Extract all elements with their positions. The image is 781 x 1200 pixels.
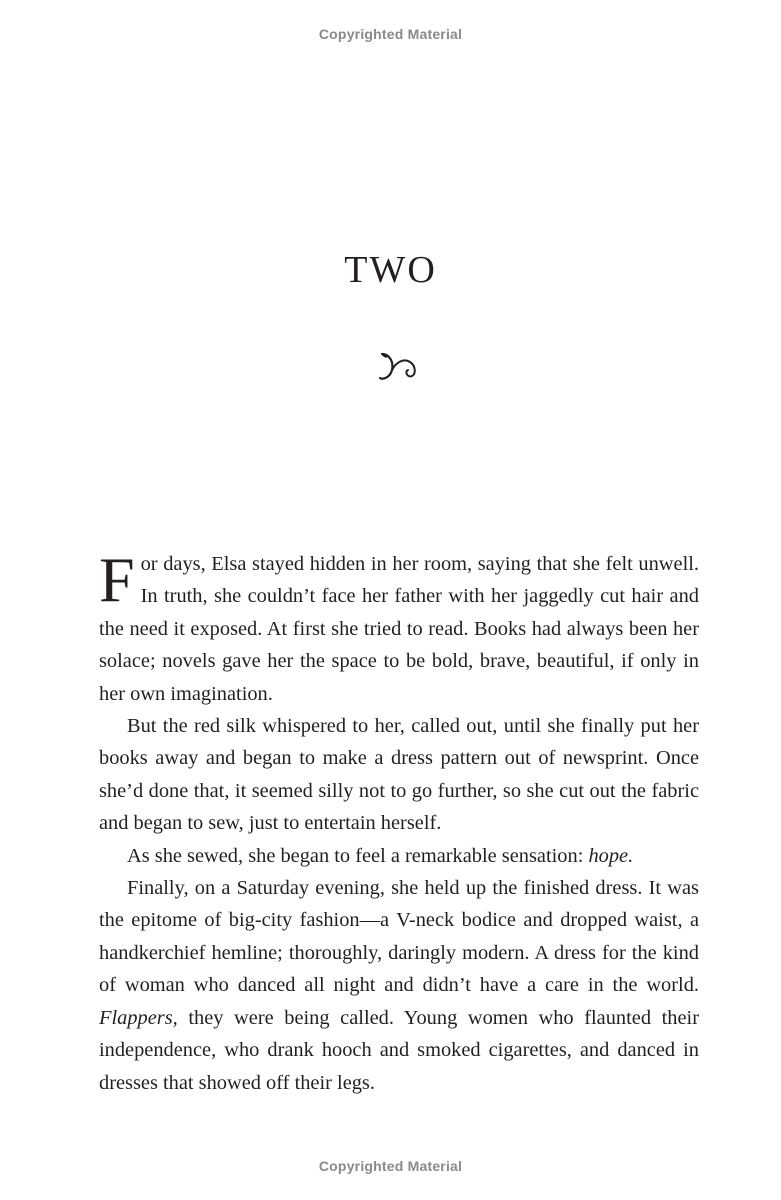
paragraph-4-tail: they were being called. Young women who flaunted their independence, who drank hooch and smoked cigarettes, and danced in dresses that showed off their legs. [99,1006,699,1094]
paragraph-1 [99,544,699,710]
chapter-title: TWO [344,249,437,291]
paragraph-4-italic: Flappers, [99,1006,178,1029]
paragraph-4-text: Finally, on a Saturday evening, she held up the finished dress. It was the epitome of big-city fashion—a V-neck bodice and dropped waist, a handkerchief hemline; thoroughly, daringly modern. A dress for the kind of woman who danced all night and didn’t have a care in the world. [99,877,699,997]
paragraph-3 [99,840,699,872]
paragraph-4 [99,872,699,1099]
paragraph-2: But the red silk whispered to her, called out, until she finally put her books away and began to make a dress pattern out of newsprint. Once she’d done that, it seemed silly not to go further, so she cut out the fabric and began to sew, just to entertain herself. [99,715,699,835]
swash-ornament-icon [372,348,420,384]
drop-cap: F [99,544,135,615]
chapter-body [99,544,699,1099]
copyright-watermark-bottom: Copyrighted Material [318,1158,463,1174]
paragraph-3-text: As she sewed, she began to feel a remarkable sensation: [127,844,589,867]
paragraph-1-text: or days, Elsa stayed hidden in her room, saying that she felt unwell. In truth, she couldn’t face her father with her jaggedly cut hair and the need it exposed. At first she tried to read. Books had always been her solace; novels gave her the space to be bold, brave, beautiful, if only in her own imagination. [99,553,699,705]
paragraph-3-italic: hope. [588,844,634,867]
copyright-watermark-top: Copyrighted Material [318,26,463,42]
